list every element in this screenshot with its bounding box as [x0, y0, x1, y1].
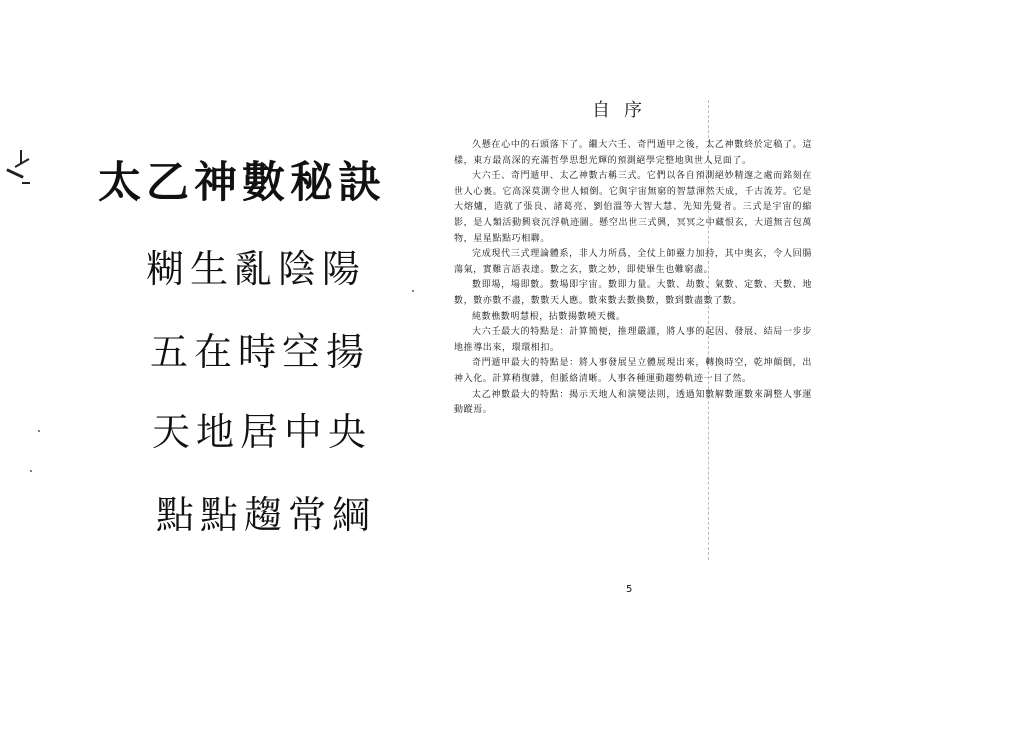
- preface-paragraph: 久懸在心中的石頭落下了。繼大六壬、奇門遁甲之後，太乙神數終於定稿了。這樣，東方最高深的充滿哲學思想光輝的預測絕學完整地與世人見面了。: [454, 140, 812, 166]
- scan-dot: [38, 430, 40, 432]
- right-page: [440, 0, 1024, 742]
- scan-dot: [30, 470, 32, 472]
- preface-paragraph: 純數樵數明慧根，拈數揚數曉天機。: [472, 311, 626, 322]
- verse-line-1: 糊生亂陰陽: [146, 247, 367, 291]
- scan-mark: [22, 182, 30, 184]
- verse-line-3: 天地居中央: [152, 410, 373, 454]
- scan-mark: [20, 150, 22, 164]
- preface-paragraph: 數即場，場即數。數場即宇宙。數即力量。大數、劫數、氣數、定數、天數、地數，數亦數不盡，數數天人應。數來數去數換數，數到數盡數了數。: [454, 280, 812, 306]
- preface-title: 自序: [592, 100, 656, 121]
- book-title: 太乙神數秘訣: [98, 158, 386, 208]
- preface-paragraph: 太乙神數最大的特點：揭示天地人和演變法則，透過知數解數運數來調整人事運動蹤焉。: [454, 389, 812, 416]
- preface-body: [454, 138, 812, 419]
- left-page: [0, 0, 440, 742]
- verse-line-4: 點點趨常綱: [156, 493, 377, 537]
- scan-mark: [6, 168, 24, 178]
- preface-paragraph: 大六壬、奇門遁甲、太乙神數古稱三式。它們以各自預測絕妙精邃之處而銘刻在世人心裏。它高深莫測令世人傾倒。它與宇宙無窮的智慧渾然天成，千古流芳。它是大熔爐，造就了張良、諸葛亮、劉伯溫等大智大慧、先知先覺者。三式是宇宙的縮影，是人類活動興衰沉浮軌迹圖。懸空出世三式興，冥冥之中藏恨玄，大道無言包萬物，星星點點巧相聯。: [454, 171, 812, 244]
- preface-paragraph: 奇門遁甲最大的特點是：將人事發展呈立體展現出來，轉換時空，乾坤顛倒，出神入化。計算稍復雜，但脈絡清晰。人事各種運動趨勢軌迹一目了然。: [454, 358, 812, 384]
- preface-paragraph: 完成現代三式理論體系，非人力所爲，全仗上師靈力加持，其中奥玄，令人回腸蕩氣，實難言語表達。數之玄，數之妙，即使畢生也難窮盡。: [454, 249, 812, 275]
- preface-paragraph: 大六壬最大的特點是：計算簡便，推理嚴謹，將人事的起因、發展、結局一步步地推導出來，環環相扣。: [454, 327, 812, 353]
- scan-mark: [15, 158, 30, 168]
- page-number: 5: [626, 584, 633, 595]
- verse-line-2: 五在時空揚: [150, 330, 371, 374]
- scan-dot: [412, 290, 414, 292]
